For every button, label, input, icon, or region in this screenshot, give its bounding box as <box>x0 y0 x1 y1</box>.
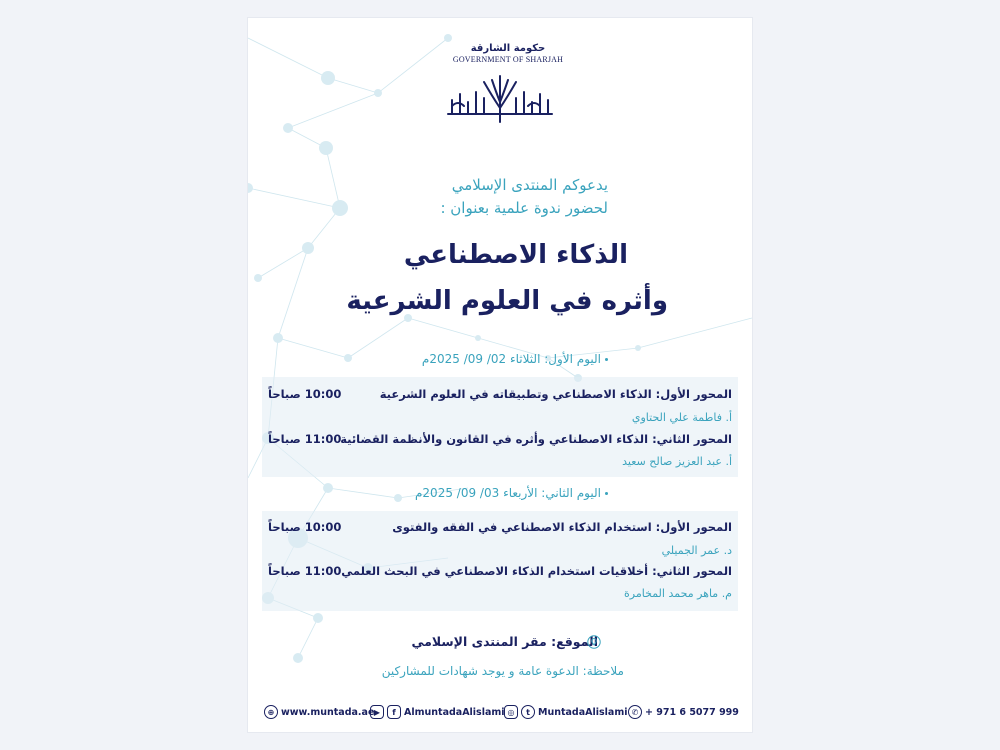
social-handle-1[interactable]: AlmuntadaAlislami <box>404 706 505 718</box>
bullet-dot <box>605 358 608 361</box>
day-2-session-1-speaker: د. عمر الجميلي <box>661 544 732 557</box>
day-1-session-1-speaker: أ. فاطمة علي الحتاوي <box>631 411 732 424</box>
day-1-heading <box>308 352 608 366</box>
day-1-session-1 <box>262 387 738 407</box>
invitation-poster <box>248 18 752 732</box>
phone-number[interactable]: + 971 6 5077 999 <box>645 706 739 718</box>
location-pin-icon <box>587 635 601 649</box>
day-2-session-2 <box>262 564 738 584</box>
twitter-icon: t <box>521 705 535 719</box>
instagram-icon: ◎ <box>504 705 518 719</box>
session-topic: المحور الأول: الذكاء الاصطناعي وتطبيقاته في العلوم الشرعية <box>379 387 732 401</box>
government-name-arabic: حكومة الشارقة <box>470 43 546 54</box>
youtube-icon: ▶ <box>370 705 384 719</box>
note-text: ملاحظة: الدعوة عامة و يوجد شهادات للمشاركين <box>381 664 624 678</box>
invitation-line-2: لحضور ندوة علمية بعنوان : <box>440 199 608 217</box>
day-2-label: اليوم الثاني: الأربعاء 03/ 09/ 2025م <box>414 486 601 500</box>
government-header <box>428 44 588 64</box>
session-time: 10:00 صباحاً <box>268 387 342 401</box>
phone-icon: ✆ <box>628 705 642 719</box>
network-background <box>248 18 752 732</box>
website-item[interactable] <box>264 704 374 720</box>
session-topic: المحور الثاني: الذكاء الاصطناعي وأثره في القانون والأنظمة القضائية <box>340 432 732 446</box>
session-time: 11:00 صباحاً <box>268 564 342 578</box>
day-1-label: اليوم الأول: الثلاثاء 02/ 09/ 2025م <box>421 352 601 366</box>
day-2-session-2-speaker: م. ماهر محمد المخامرة <box>624 587 732 600</box>
bullet-dot <box>605 492 608 495</box>
session-topic: المحور الثاني: أخلاقيات استخدام الذكاء الاصطناعي في البحث العلمي <box>341 564 732 578</box>
contact-footer <box>248 704 752 724</box>
website-link[interactable]: www.muntada.ae <box>281 706 375 718</box>
phone-item[interactable] <box>628 704 739 720</box>
location-text: الموقع: مقر المنتدى الإسلامي <box>411 634 598 649</box>
globe-icon: ⊕ <box>264 705 278 719</box>
seminar-title-line-1: الذكاء الاصطناعي <box>403 240 628 270</box>
social-item-2[interactable] <box>504 704 628 720</box>
forum-logo <box>444 72 556 124</box>
facebook-icon: f <box>387 705 401 719</box>
seminar-title-line-2: وأثره في العلوم الشرعية <box>346 286 668 316</box>
day-1-session-2-speaker: أ. عبد العزيز صالح سعيد <box>622 455 732 468</box>
day-1-session-2 <box>262 432 738 452</box>
session-time: 10:00 صباحاً <box>268 520 342 534</box>
session-topic: المحور الأول: استخدام الذكاء الاصطناعي في الفقه والفتوى <box>392 520 732 534</box>
social-handle-2[interactable]: MuntadaAlislami <box>538 706 628 718</box>
day-2-session-1 <box>262 520 738 540</box>
day-2-heading <box>308 486 608 500</box>
invitation-line-1: يدعوكم المنتدى الإسلامي <box>451 176 608 194</box>
social-item-1[interactable] <box>370 704 505 720</box>
government-name-english: GOVERNMENT OF SHARJAH <box>452 55 564 64</box>
session-time: 11:00 صباحاً <box>268 432 342 446</box>
